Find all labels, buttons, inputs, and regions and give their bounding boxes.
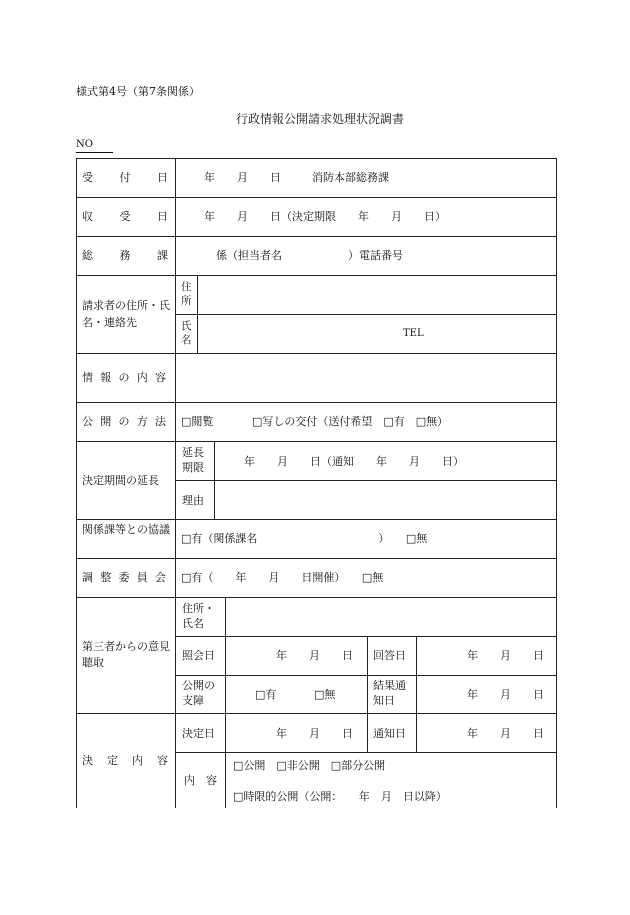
number-field[interactable]: NO — [76, 140, 113, 153]
notice-date-label: 通知日 — [373, 727, 406, 740]
decision-options-line1[interactable]: □公開 □非公開 □部分公開 — [233, 759, 386, 772]
received-dept: 消防本部総務課 — [312, 171, 389, 184]
general-affairs-label: 総 務 課 — [82, 249, 168, 262]
accepted-date-field[interactable]: 年 月 日（決定期限 年 月 日） — [204, 210, 446, 223]
inquiry-date-label: 照会日 — [182, 649, 215, 662]
related-dept-field[interactable]: □有（関係課名 ） □無 — [181, 532, 428, 545]
decision-label: 決 定 内 容 — [82, 754, 168, 767]
reply-date-field[interactable]: 年 月 日 — [467, 649, 544, 662]
decision-options-line2[interactable]: □時限的公開（公開： 年 月 日以降） — [233, 790, 447, 803]
received-date-field[interactable]: 年 月 日 — [204, 171, 281, 184]
decision-content-label: 内 容 — [184, 774, 217, 787]
inquiry-date-field[interactable]: 年 月 日 — [276, 649, 353, 662]
result-notice-label: 結果通知日 — [373, 679, 406, 708]
result-notice-date-field[interactable]: 年 月 日 — [467, 688, 544, 701]
info-content-label: 情 報 の 内 容 — [82, 371, 166, 384]
decision-date-label: 決定日 — [182, 727, 215, 740]
form-number: 様式第4号（第7条関係） — [76, 85, 200, 98]
obstacle-no-checkbox[interactable]: □無 — [314, 688, 336, 701]
third-party-label: 第三者からの意見聴取 — [82, 640, 170, 669]
document-title: 行政情報公開請求処理状況調書 — [236, 112, 405, 126]
decision-date-field[interactable]: 年 月 日 — [276, 727, 353, 740]
name-label: 氏名 — [181, 320, 192, 347]
address-label: 住所 — [181, 281, 192, 308]
third-party-address-name-label: 住所・氏名 — [182, 602, 215, 631]
extension-period-field[interactable]: 年 月 日（通知 年 月 日） — [244, 455, 464, 468]
view-checkbox[interactable]: □閲覧 — [181, 415, 214, 428]
disclosure-method-label: 公 開 の 方 法 — [82, 415, 166, 428]
notice-date-field[interactable]: 年 月 日 — [467, 727, 544, 740]
reply-date-label: 回答日 — [373, 649, 406, 662]
disclosure-obstacle-label: 公開の支障 — [182, 679, 215, 708]
committee-label: 調 整 委 員 会 — [82, 571, 166, 584]
received-date-label: 受 付 日 — [82, 171, 168, 184]
copy-checkbox[interactable]: □写しの交付（送付希望 □有 □無） — [252, 415, 449, 428]
extension-period-label: 延長期限 — [182, 446, 204, 475]
obstacle-yes-checkbox[interactable]: □有 — [255, 688, 277, 701]
extension-label: 決定期間の延長 — [82, 474, 159, 487]
extension-reason-label: 理由 — [182, 494, 204, 507]
accepted-date-label: 収 受 日 — [82, 210, 168, 223]
requester-label: 請求者の住所・氏名・連絡先 — [82, 299, 170, 329]
committee-field[interactable]: □有（ 年 月 日開催） □無 — [181, 571, 384, 584]
related-dept-label: 関係課等との協議 — [82, 523, 170, 536]
tel-label: TEL — [403, 328, 424, 339]
general-affairs-field[interactable]: 係（担当者名 ）電話番号 — [216, 249, 403, 262]
